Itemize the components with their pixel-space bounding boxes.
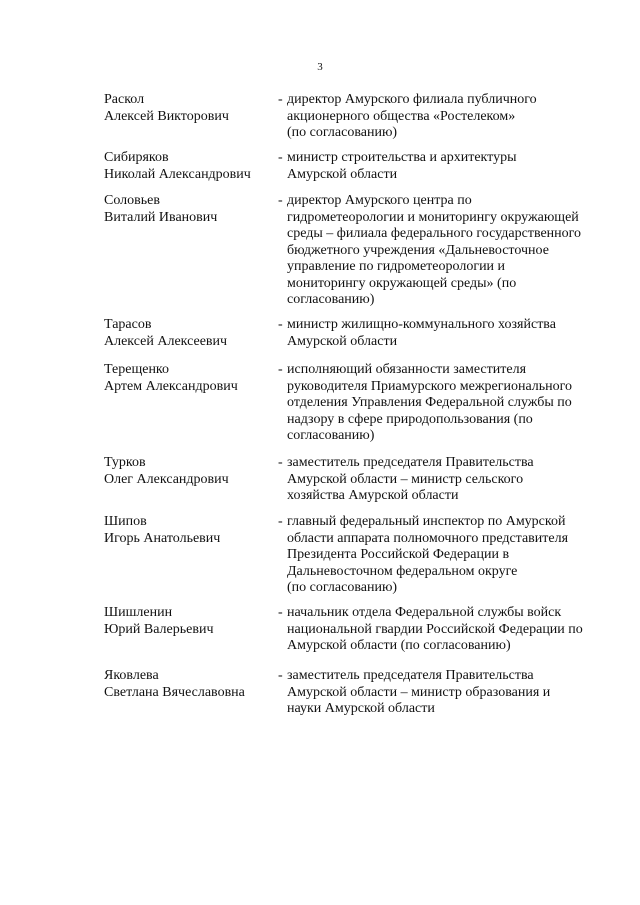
role-line: [278, 472, 608, 489]
role-dash: -: [278, 317, 283, 332]
role-line: [278, 210, 608, 227]
role-line: [278, 92, 608, 109]
role-text: акционерного общества «Ростелеком»: [287, 108, 516, 124]
role-line: [278, 701, 608, 718]
member-given-names: Алексей Викторович: [104, 108, 229, 124]
member-role: [278, 514, 608, 597]
role-text: заместитель председателя Правительства: [287, 455, 534, 470]
role-line: [278, 685, 608, 702]
role-text: Амурской области (по согласованию): [287, 638, 511, 653]
member-role: [278, 455, 608, 505]
role-line: [278, 547, 608, 564]
role-text: главный федеральный инспектор по Амурской: [287, 514, 566, 529]
role-text: среды – филиала федерального государственного: [287, 226, 582, 241]
role-text: директор Амурского филиала публичного: [287, 92, 537, 107]
role-text: хозяйства Амурской области: [287, 488, 459, 503]
role-dash: -: [278, 193, 283, 208]
role-dash: -: [278, 668, 283, 683]
member-surname: Шишленин: [104, 605, 173, 620]
role-line: [278, 193, 608, 210]
role-line: [278, 150, 608, 167]
member-surname: Яковлева: [104, 668, 159, 683]
role-text: Амурской области: [287, 166, 398, 182]
member-name: [104, 92, 274, 125]
member-surname: Сибиряков: [104, 150, 169, 165]
role-line: [278, 531, 608, 548]
member-surname: Раскол: [104, 92, 145, 107]
member-name: [104, 605, 274, 638]
role-line: [278, 167, 608, 184]
member-given-names: Виталий Иванович: [104, 209, 218, 225]
role-line: [278, 292, 608, 309]
member-surname: Тарасов: [104, 317, 152, 332]
role-text: Дальневосточном федеральном округе: [287, 563, 518, 579]
member-name: [104, 362, 274, 395]
member-given-names: Алексей Алексеевич: [104, 333, 228, 349]
role-text: заместитель председателя Правительства: [287, 668, 534, 683]
role-line: [278, 428, 608, 445]
role-text: (по согласованию): [287, 125, 398, 140]
member-role: [278, 193, 608, 309]
role-line: [278, 455, 608, 472]
role-line: [278, 317, 608, 334]
role-text: мониторингу окружающей среды» (по: [287, 275, 517, 291]
role-text: Амурской области – министр образования и: [287, 684, 551, 700]
member-name: [104, 514, 274, 547]
role-text: Президента Российской Федерации в: [287, 547, 510, 562]
role-text: науки Амурской области: [287, 701, 435, 716]
role-line: [278, 638, 608, 655]
member-name: [104, 317, 274, 350]
role-dash: -: [278, 605, 283, 620]
role-line: [278, 109, 608, 126]
member-surname: Терещенко: [104, 362, 170, 377]
member-surname: Соловьев: [104, 193, 160, 208]
member-given-names: Олег Александрович: [104, 471, 229, 487]
member-name: [104, 150, 274, 183]
role-text: Амурской области – министр сельского: [287, 471, 524, 487]
role-text: управление по гидрометеорологии и: [287, 259, 506, 274]
member-role: [278, 150, 608, 183]
role-dash: -: [278, 92, 283, 107]
member-role: [278, 362, 608, 445]
member-surname: Шипов: [104, 514, 147, 529]
role-text: области аппарата полномочного представителя: [287, 530, 569, 546]
member-given-names: Юрий Валерьевич: [104, 621, 214, 637]
member-role: [278, 605, 608, 655]
role-line: [278, 379, 608, 396]
member-name: [104, 193, 274, 226]
role-line: [278, 580, 608, 597]
role-line: [278, 412, 608, 429]
role-dash: -: [278, 514, 283, 529]
member-given-names: Артем Александрович: [104, 378, 238, 394]
role-text: бюджетного учреждения «Дальневосточное: [287, 242, 549, 258]
role-text: исполняющий обязанности заместителя: [287, 362, 527, 377]
role-line: [278, 622, 608, 639]
member-name: [104, 455, 274, 488]
role-text: (по согласованию): [287, 580, 398, 595]
role-line: [278, 488, 608, 505]
member-name: [104, 668, 274, 701]
role-line: [278, 514, 608, 531]
role-text: министр жилищно-коммунального хозяйства: [287, 317, 556, 332]
member-given-names: Светлана Вячеславовна: [104, 684, 245, 700]
member-given-names: Игорь Анатольевич: [104, 530, 221, 546]
role-dash: -: [278, 362, 283, 377]
member-role: [278, 92, 608, 142]
role-text: руководителя Приамурского межрегионального: [287, 378, 573, 394]
role-line: [278, 668, 608, 685]
role-text: согласованию): [287, 428, 375, 443]
role-dash: -: [278, 455, 283, 470]
role-line: [278, 259, 608, 276]
member-surname: Турков: [104, 455, 146, 470]
role-text: отделения Управления Федеральной службы по: [287, 395, 572, 410]
role-text: Амурской области: [287, 333, 398, 349]
role-line: [278, 226, 608, 243]
member-given-names: Николай Александрович: [104, 166, 251, 182]
role-text: надзору в сфере природопользования (по: [287, 411, 533, 427]
role-text: начальник отдела Федеральной службы войск: [287, 605, 562, 620]
member-role: [278, 317, 608, 350]
role-line: [278, 605, 608, 622]
role-dash: -: [278, 150, 283, 165]
role-line: [278, 395, 608, 412]
role-line: [278, 276, 608, 293]
role-text: гидрометеорологии и мониторингу окружающей: [287, 209, 579, 225]
role-text: согласованию): [287, 292, 375, 307]
role-line: [278, 334, 608, 351]
page-number: 3: [317, 61, 323, 73]
member-role: [278, 668, 608, 718]
role-text: директор Амурского центра по: [287, 193, 472, 208]
role-line: [278, 564, 608, 581]
role-text: национальной гвардии Российской Федерации по: [287, 621, 583, 637]
role-text: министр строительства и архитектуры: [287, 150, 517, 165]
role-line: [278, 362, 608, 379]
role-line: [278, 125, 608, 142]
role-line: [278, 243, 608, 260]
